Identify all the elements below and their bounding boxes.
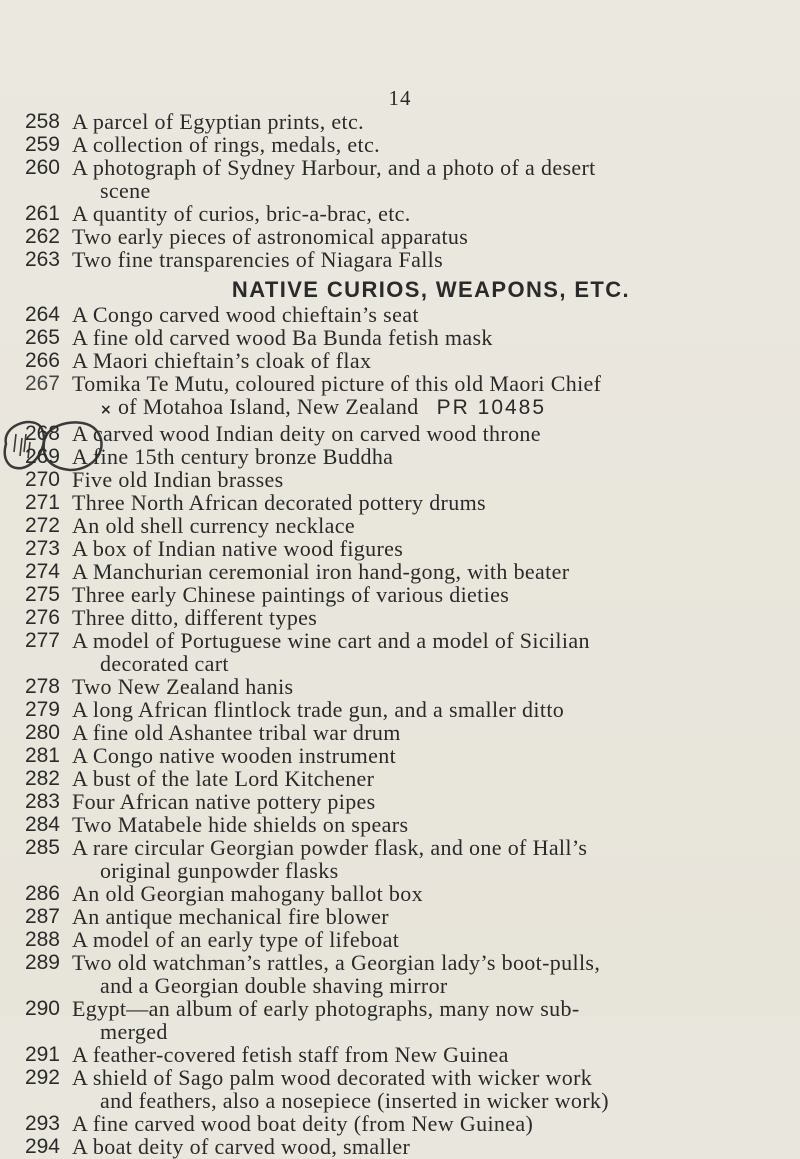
lot-number: 269 <box>24 445 60 468</box>
lot-description <box>72 928 780 951</box>
lot-number: 285 <box>24 836 60 859</box>
lot-row-258 <box>0 110 800 133</box>
lot-description <box>72 675 780 698</box>
lot-text: A parcel of Egyptian prints, etc. <box>72 109 364 134</box>
lot-number: 287 <box>24 905 60 928</box>
lot-row-268 <box>0 422 800 445</box>
lot-text: Five old Indian brasses <box>72 467 284 492</box>
lot-text: A boat deity of carved wood, smaller <box>72 1134 411 1159</box>
lot-number: 266 <box>24 349 60 372</box>
lot-number: 279 <box>24 698 60 721</box>
lots-group-general <box>0 110 800 271</box>
lot-text: A box of Indian native wood figures <box>72 536 404 561</box>
lot-text-continued: original gunpowder flasks <box>100 858 339 883</box>
lot-text: Two Matabele hide shields on spears <box>72 812 409 837</box>
lot-number: 288 <box>24 928 60 951</box>
lot-text: A quantity of curios, bric-a-brac, etc. <box>72 201 411 226</box>
lot-row-285 <box>0 836 800 882</box>
lot-description <box>72 468 780 491</box>
lot-text-continued: scene <box>100 178 151 203</box>
lot-text: A model of an early type of lifeboat <box>72 927 400 952</box>
lot-description <box>72 537 780 560</box>
lot-number: 260 <box>24 156 60 179</box>
lot-description <box>72 905 780 928</box>
handwritten-annotation: PR 10485 <box>436 396 547 419</box>
lot-description <box>72 744 780 767</box>
lot-row-274 <box>0 560 800 583</box>
lot-row-272 <box>0 514 800 537</box>
lot-number: 271 <box>24 491 60 514</box>
lot-number: 286 <box>24 882 60 905</box>
lot-text: A fine 15th century bronze Buddha <box>72 444 394 469</box>
lot-text-continued: merged <box>100 1019 168 1044</box>
lot-number: 263 <box>24 248 60 271</box>
lot-description <box>72 326 780 349</box>
lot-text: A collection of rings, medals, etc. <box>72 132 380 157</box>
lot-row-284 <box>0 813 800 836</box>
lot-text: A rare circular Georgian powder flask, and one of Hall’s <box>72 835 588 860</box>
lot-row-275 <box>0 583 800 606</box>
lot-text: A Congo carved wood chieftain’s seat <box>72 302 419 327</box>
lot-text: Three North African decorated pottery drums <box>72 490 486 515</box>
lot-text: Two early pieces of astronomical apparatus <box>72 224 469 249</box>
lot-row-261 <box>0 202 800 225</box>
lot-description <box>72 110 780 133</box>
lot-number: 294 <box>24 1135 60 1158</box>
lot-description <box>72 813 780 836</box>
lot-text: A Manchurian ceremonial iron hand-gong, with beater <box>72 559 570 584</box>
lot-description <box>72 491 780 514</box>
lot-number: 272 <box>24 514 60 537</box>
lot-row-270 <box>0 468 800 491</box>
lot-number: 259 <box>24 133 60 156</box>
lot-description <box>72 303 780 326</box>
lot-list <box>0 110 800 1158</box>
lot-number: 281 <box>24 744 60 767</box>
lot-description <box>72 514 780 537</box>
lot-description <box>72 606 780 629</box>
lot-row-271 <box>0 491 800 514</box>
lot-row-291 <box>0 1043 800 1066</box>
lot-row-282 <box>0 767 800 790</box>
lot-number: 292 <box>24 1066 60 1089</box>
lot-text: Three early Chinese paintings of various dieties <box>72 582 510 607</box>
lot-description <box>72 629 780 675</box>
lot-number: 273 <box>24 537 60 560</box>
lot-number: 276 <box>24 606 60 629</box>
lot-description <box>72 951 780 997</box>
lot-row-293 <box>0 1112 800 1135</box>
lot-text: A Maori chieftain’s cloak of flax <box>72 348 372 373</box>
lot-description <box>72 836 780 882</box>
lot-number: 280 <box>24 721 60 744</box>
lot-text: An antique mechanical fire blower <box>72 904 389 929</box>
lot-text: A fine old carved wood Ba Bunda fetish mask <box>72 325 493 350</box>
lot-number: 283 <box>24 790 60 813</box>
lot-row-262 <box>0 225 800 248</box>
lot-number: 289 <box>24 951 60 974</box>
lot-number: 275 <box>24 583 60 606</box>
lot-number: 274 <box>24 560 60 583</box>
lot-number: 270 <box>24 468 60 491</box>
lot-row-283 <box>0 790 800 813</box>
lot-number: 267 <box>24 372 60 395</box>
lot-row-292 <box>0 1066 800 1112</box>
page-number: 14 <box>388 86 412 110</box>
lot-number: 293 <box>24 1112 60 1135</box>
lot-text: Four African native pottery pipes <box>72 789 376 814</box>
lot-text: Egypt—an album of early photographs, many now sub- <box>72 996 580 1021</box>
lot-text: A carved wood Indian deity on carved wood throne <box>72 421 541 446</box>
lot-text: Three ditto, different types <box>72 605 318 630</box>
lot-row-273 <box>0 537 800 560</box>
lot-number: 268 <box>24 422 60 445</box>
lot-row-260 <box>0 156 800 202</box>
lot-row-287 <box>0 905 800 928</box>
lot-text-continued: and feathers, also a nosepiece (inserted in wicker work) <box>100 1088 609 1113</box>
lot-row-267 <box>0 372 800 422</box>
lot-text: A long African flintlock trade gun, and a smaller ditto <box>72 697 565 722</box>
lot-number: 291 <box>24 1043 60 1066</box>
lot-text: Two old watchman’s rattles, a Georgian lady’s boot-pulls, <box>72 950 601 975</box>
lot-text: A Congo native wooden instrument <box>72 743 397 768</box>
lot-row-265 <box>0 326 800 349</box>
lot-row-276 <box>0 606 800 629</box>
lot-description <box>72 1066 780 1112</box>
lot-text: A photograph of Sydney Harbour, and a photo of a desert <box>72 155 596 180</box>
lot-number: 284 <box>24 813 60 836</box>
lot-row-289 <box>0 951 800 997</box>
lot-description <box>72 156 780 202</box>
lots-group-native-b <box>0 422 800 1158</box>
lot-description <box>72 1112 780 1135</box>
lot-description <box>72 248 780 271</box>
lot-description <box>72 560 780 583</box>
lot-description <box>72 721 780 744</box>
lot-description <box>72 583 780 606</box>
lot-number: 265 <box>24 326 60 349</box>
lot-number: 282 <box>24 767 60 790</box>
lot-description <box>72 767 780 790</box>
cross-mark-icon: × <box>100 402 113 418</box>
lot-description <box>72 790 780 813</box>
lot-text: A feather-covered fetish staff from New Guinea <box>72 1042 509 1067</box>
lot-row-281 <box>0 744 800 767</box>
lot-text: An old Georgian mahogany ballot box <box>72 881 423 906</box>
lot-text: An old shell currency necklace <box>72 513 355 538</box>
lot-row-277 <box>0 629 800 675</box>
lot-description <box>72 1135 780 1158</box>
lot-description <box>72 882 780 905</box>
lot-number: 258 <box>24 110 60 133</box>
lot-number: 261 <box>24 202 60 225</box>
lot-row-279 <box>0 698 800 721</box>
lot-text: Tomika Te Mutu, coloured picture of this old Maori Chief <box>72 371 602 396</box>
lot-text: A fine carved wood boat deity (from New Guinea) <box>72 1111 534 1136</box>
lot-description <box>72 422 780 445</box>
lot-row-288 <box>0 928 800 951</box>
lot-description <box>72 349 780 372</box>
lot-row-278 <box>0 675 800 698</box>
lot-number: 290 <box>24 997 60 1020</box>
lot-text-continued: × of Motahoa Island, New Zealand PR 10485 <box>100 394 547 419</box>
lot-row-264 <box>0 303 800 326</box>
section-heading: NATIVE CURIOS, WEAPONS, ETC. <box>231 277 631 302</box>
lot-description <box>72 1043 780 1066</box>
lot-text: A model of Portuguese wine cart and a model of Sicilian <box>72 628 590 653</box>
lot-row-280 <box>0 721 800 744</box>
lot-row-259 <box>0 133 800 156</box>
lot-description <box>72 698 780 721</box>
lots-group-native-a <box>0 303 800 372</box>
lot-number: 264 <box>24 303 60 326</box>
lot-row-290 <box>0 997 800 1043</box>
lot-text: Two fine transparencies of Niagara Falls <box>72 247 444 272</box>
lot-text-continued: decorated cart <box>100 651 229 676</box>
lot-text-continued: and a Georgian double shaving mirror <box>100 973 448 998</box>
lot-row-263 <box>0 248 800 271</box>
lot-text: A shield of Sago palm wood decorated with wicker work <box>72 1065 593 1090</box>
lot-row-294 <box>0 1135 800 1158</box>
lot-description <box>72 133 780 156</box>
lot-number: 278 <box>24 675 60 698</box>
lot-number: 262 <box>24 225 60 248</box>
lot-row-286 <box>0 882 800 905</box>
lot-text: A bust of the late Lord Kitchener <box>72 766 375 791</box>
lot-description <box>72 225 780 248</box>
lot-row-269 <box>0 445 800 468</box>
lot-number: 277 <box>24 629 60 652</box>
lot-description <box>72 372 780 422</box>
lot-description <box>72 997 780 1043</box>
lot-text: A fine old Ashantee tribal war drum <box>72 720 401 745</box>
lot-description <box>72 202 780 225</box>
lot-text: Two New Zealand hanis <box>72 674 294 699</box>
lot-row-266 <box>0 349 800 372</box>
lot-description <box>72 445 780 468</box>
